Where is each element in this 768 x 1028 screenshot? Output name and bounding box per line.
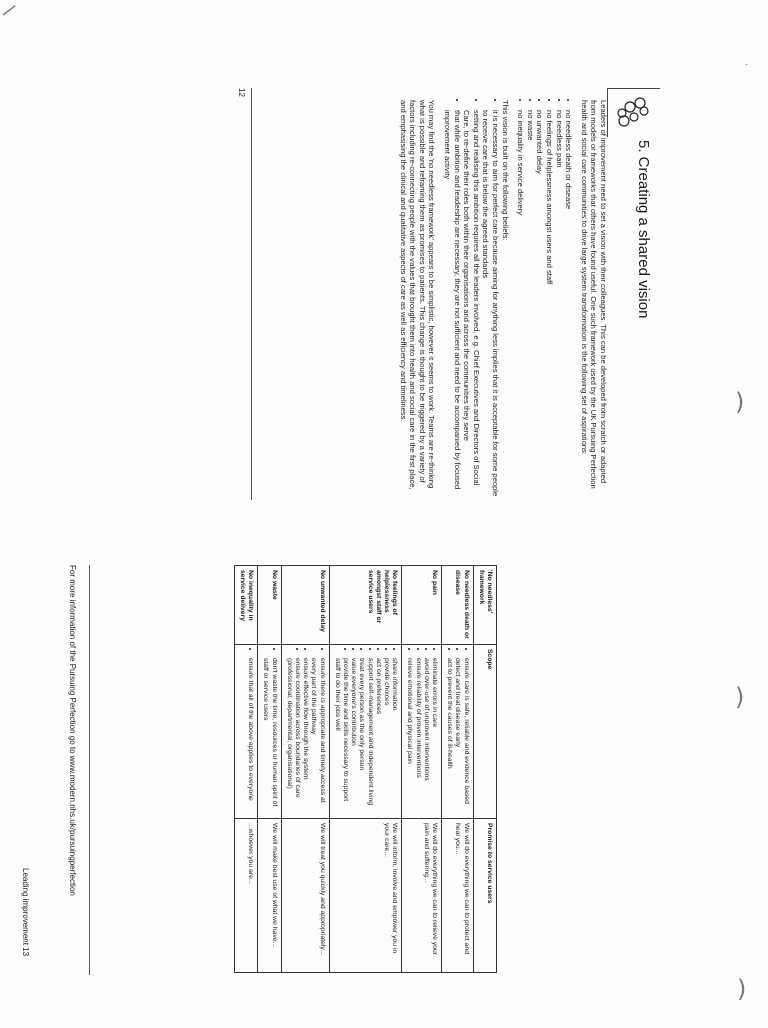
- beliefs-intro: This vision is built on the following beliefs:: [500, 100, 510, 241]
- aspiration-cell: No waste: [258, 566, 281, 645]
- scope-item: • ensure reliability of proven interventions: [413, 658, 421, 814]
- divider: [89, 565, 90, 975]
- scope-item: • avoid over-use of unproven interventions: [422, 658, 430, 814]
- scope-cell: [258, 645, 281, 819]
- scope-item: • ensure care is safe, reliable and evidence based: [461, 658, 469, 814]
- scope-item: • relieve emotional and physical pain: [405, 658, 413, 814]
- page-13: [0, 565, 505, 985]
- divider: [251, 88, 252, 500]
- scope-item: • value everyone's contribution: [349, 658, 357, 814]
- scope-item: • provide the time and skills necessary to support staff to do their jobs well: [333, 658, 349, 814]
- promise-cell: We will inform, involve and empower you in your care...: [329, 819, 402, 973]
- aspiration-cell: No pain: [402, 566, 442, 645]
- promise-cell: We will make best use of what we have...: [258, 819, 281, 973]
- closing-paragraph: You may find the 'no needless framework' appears to be simplistic, however it seems to work. Teams are re-thinking what is possible and reframing them as promises to patients. This change is thought to be triggered by a variety of factors including re-connecting people with the values that brought them into health and social care in the first place, and emphasising the clinical and qualitative aspects of care as well as efficiency and timeliness.: [398, 100, 437, 490]
- scope-item: • provide choices: [382, 658, 390, 814]
- column-header: Promise to service users: [473, 819, 496, 973]
- scope-item: • ensure effective flow through the system: [301, 658, 309, 814]
- scope-item: • detect and treat disease early: [453, 658, 461, 814]
- table-row: [258, 566, 281, 973]
- scan-mark: /: [0, 0, 18, 21]
- scope-item: • ensure coordination across boundaries of care (professional, departmental, organisational): [285, 658, 301, 814]
- footer-note: For more information of the Pursuing Perfection go to www.modern.nhs.uk/pursuingperfection: [68, 565, 77, 896]
- aspiration-cell: No feelings of helplessness amongst staff or service users: [329, 566, 402, 645]
- scope-item: • ensure that all of the above applies to everyone: [246, 658, 254, 814]
- table-row: [281, 566, 329, 973]
- scope-cell: [329, 645, 402, 819]
- circles-logo-icon: [612, 93, 652, 133]
- scope-item: • eliminate errors in care: [430, 658, 438, 814]
- scope-item: • share information: [390, 658, 398, 814]
- scope-cell: [402, 645, 442, 819]
- framework-table: [234, 565, 497, 973]
- promise-cell: We will treat you quickly and appropriately...: [281, 819, 329, 973]
- body-text: [392, 100, 608, 500]
- scope-item: • act on preferences: [374, 658, 382, 814]
- scope-item: • act to prevent the causes of ill-health: [445, 658, 453, 814]
- scope-item: • don't waste the time, resources or human spirit of staff or service users: [261, 658, 277, 814]
- aspiration-cell: No unwanted delay: [281, 566, 329, 645]
- column-header: 'No needless' framework: [473, 566, 496, 645]
- binder-hole-mark: ): [735, 388, 745, 416]
- table-row: [441, 566, 473, 973]
- aspiration-cell: No inequality in service delivery: [234, 566, 257, 645]
- scope-cell: [441, 645, 473, 819]
- list-item: • no unwanted delay: [535, 110, 545, 500]
- list-item: • no feelings of helplessness amongst users and staff: [544, 110, 554, 500]
- list-item: • no needless death or disease: [564, 110, 574, 500]
- beliefs-list: [443, 100, 501, 500]
- list-item: • no inequality in service delivery: [516, 110, 526, 500]
- promise-cell: We will do everything we can to protect and heal you...: [441, 819, 473, 973]
- section-logo: [607, 88, 660, 137]
- promise-cell: ...whoever you are...: [234, 819, 257, 973]
- intro-paragraph: Leaders of improvement need to set a vision with their colleagues. This can be developed from scratch or adapted from models or frameworks that others have found useful. One such framework used by the UK Pursuing Perfection health and social care communities to drive large system transformation is the following set of aspirations:: [579, 100, 608, 489]
- aspiration-cell: No needless death or disease: [441, 566, 473, 645]
- binder-hole-mark: ): [737, 975, 747, 1003]
- page-12: [237, 88, 660, 508]
- list-item: • no needless pain: [554, 110, 564, 500]
- table-row: [234, 566, 257, 973]
- scope-item: • ensure there is appropriate and timely access at every part of the pathway: [309, 658, 325, 814]
- page-number: 12: [237, 88, 246, 97]
- binder-hole-mark: ): [735, 683, 745, 711]
- table-header-row: [473, 566, 496, 973]
- table-row: [329, 566, 402, 973]
- table-row: [402, 566, 442, 973]
- scope-cell: [234, 645, 257, 819]
- page-title: 5. Creating a shared vision: [635, 140, 652, 319]
- scope-cell: [281, 645, 329, 819]
- scope-item: • treat every person as the only person: [357, 658, 365, 814]
- aspirations-list: [516, 100, 574, 500]
- promise-cell: We will do everything we can to relieve your pain and suffering...: [402, 819, 442, 973]
- scope-item: • support self-management and independent living: [365, 658, 373, 814]
- list-item: • it is necessary to aim for perfect care because aiming for anything less implies that it is acceptable for some people to receive care that is below the agreed standards: [481, 110, 500, 500]
- column-header: Scope: [473, 645, 496, 819]
- page-label: Leading improvement 13: [21, 868, 30, 957]
- list-item: • that while ambition and leadership are necessary, they are not sufficient and need to be accompanied by focused improvement activity: [443, 110, 462, 500]
- scan-mark: ·: [745, 60, 749, 71]
- list-item: • no waste: [525, 110, 535, 500]
- list-item: • setting and realising this ambition requires all the leaders involved, e.g. Chief Executives and Directors of Social Care, to re-define their roles both within their organisations and across the communities they serve: [462, 110, 481, 500]
